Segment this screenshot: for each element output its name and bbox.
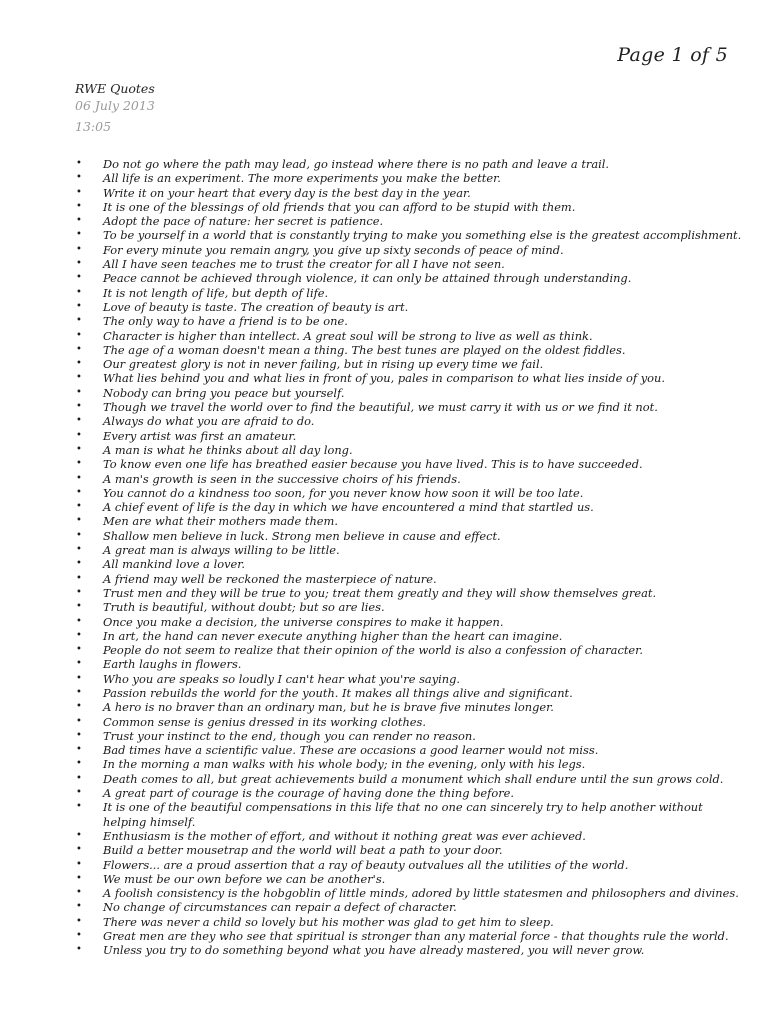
quote-item: • It is one of the blessings of old friends that you can afford to be stupid with them. [0, 200, 768, 214]
quote-item: • In the morning a man walks with his whole body; in the evening, only with his legs. [0, 757, 768, 771]
quote-item: • Death comes to all, but great achievements build a monument which shall endure until the sun grows cold. [0, 772, 768, 786]
quote-item: • All life is an experiment. The more experiments you make the better. [0, 171, 768, 185]
quote-item: • Bad times have a scientific value. These are occasions a good learner would not miss. [0, 743, 768, 757]
quote-item: • Write it on your heart that every day is the best day in the year. [0, 186, 768, 200]
quote-item: • Love of beauty is taste. The creation of beauty is art. [0, 300, 768, 314]
quote-item: • Common sense is genius dressed in its working clothes. [0, 715, 768, 729]
quote-item: • A chief event of life is the day in which we have encountered a mind that startled us. [0, 500, 768, 514]
quote-item: • Great men are they who see that spiritual is stronger than any material force - that thoughts rule the world. [0, 929, 768, 943]
quote-item: • Always do what you are afraid to do. [0, 414, 768, 428]
quote-item: • What lies behind you and what lies in front of you, pales in comparison to what lies inside of you. [0, 371, 768, 385]
quote-item: • Once you make a decision, the universe conspires to make it happen. [0, 615, 768, 629]
quote-item: • Earth laughs in flowers. [0, 657, 768, 671]
quote-item: • For every minute you remain angry, you give up sixty seconds of peace of mind. [0, 243, 768, 257]
quote-item: • The only way to have a friend is to be one. [0, 314, 768, 328]
quote-item: • Flowers... are a proud assertion that a ray of beauty outvalues all the utilities of the world. [0, 858, 768, 872]
quote-item: • To be yourself in a world that is constantly trying to make you something else is the greatest accomplishment. [0, 228, 768, 242]
quote-item: • The age of a woman doesn't mean a thing. The best tunes are played on the oldest fiddles. [0, 343, 768, 357]
quote-item: • Adopt the pace of nature: her secret is patience. [0, 214, 768, 228]
quote-item: • A great part of courage is the courage of having done the thing before. [0, 786, 768, 800]
quote-item: • Passion rebuilds the world for the youth. It makes all things alive and significant. [0, 686, 768, 700]
quote-item: • Build a better mousetrap and the world will beat a path to your door. [0, 843, 768, 857]
quote-item: • Trust men and they will be true to you; treat them greatly and they will show themselves great. [0, 586, 768, 600]
quote-item: • Shallow men believe in luck. Strong men believe in cause and effect. [0, 529, 768, 543]
quote-item: • In art, the hand can never execute anything higher than the heart can imagine. [0, 629, 768, 643]
quote-item: • Trust your instinct to the end, though you can render no reason. [0, 729, 768, 743]
quote-item: • It is not length of life, but depth of life. [0, 286, 768, 300]
quote-item: • Unless you try to do something beyond what you have already mastered, you will never grow. [0, 943, 768, 957]
quote-item: • No change of circumstances can repair a defect of character. [0, 900, 768, 914]
quote-item: • Who you are speaks so loudly I can't hear what you're saying. [0, 672, 768, 686]
page-number: Page 1 of 5 [617, 44, 728, 66]
quote-item: • Peace cannot be achieved through violence, it can only be attained through understanding. [0, 271, 768, 285]
quote-item: • You cannot do a kindness too soon, for you never know how soon it will be too late. [0, 486, 768, 500]
quote-item: • A great man is always willing to be little. [0, 543, 768, 557]
quote-item: • Men are what their mothers made them. [0, 514, 768, 528]
quote-item: • A foolish consistency is the hobgoblin of little minds, adored by little statesmen and philosophers and divines. [0, 886, 768, 900]
note-time: 13:05 [75, 119, 112, 134]
quote-list [0, 157, 768, 958]
quote-item: • A man's growth is seen in the successive choirs of his friends. [0, 472, 768, 486]
quote-item: • Nobody can bring you peace but yourself. [0, 386, 768, 400]
quote-item: • People do not seem to realize that their opinion of the world is also a confession of character. [0, 643, 768, 657]
quote-item: • All mankind love a lover. [0, 557, 768, 571]
quote-item: • Truth is beautiful, without doubt; but so are lies. [0, 600, 768, 614]
quote-item: • A hero is no braver than an ordinary man, but he is brave five minutes longer. [0, 700, 768, 714]
quote-item: • Every artist was first an amateur. [0, 429, 768, 443]
quote-item: • Though we travel the world over to find the beautiful, we must carry it with us or we find it not. [0, 400, 768, 414]
note-header [75, 80, 155, 136]
quote-item: • Do not go where the path may lead, go instead where there is no path and leave a trail. [0, 157, 768, 171]
quote-item: • We must be our own before we can be another's. [0, 872, 768, 886]
quote-item: • A friend may well be reckoned the masterpiece of nature. [0, 572, 768, 586]
note-title: RWE Quotes [75, 81, 155, 96]
quote-item: • To know even one life has breathed easier because you have lived. This is to have succeeded. [0, 457, 768, 471]
quote-item: • Enthusiasm is the mother of effort, and without it nothing great was ever achieved. [0, 829, 768, 843]
quote-item: • Our greatest glory is not in never failing, but in rising up every time we fail. [0, 357, 768, 371]
quote-item: • It is one of the beautiful compensations in this life that no one can sincerely try to help another without helping himself. [0, 800, 753, 829]
note-date: 06 July 2013 [75, 98, 155, 113]
quote-item: • There was never a child so lovely but his mother was glad to get him to sleep. [0, 915, 768, 929]
quote-item: • Character is higher than intellect. A great soul will be strong to live as well as think. [0, 329, 768, 343]
quote-item: • All I have seen teaches me to trust the creator for all I have not seen. [0, 257, 768, 271]
quote-item: • A man is what he thinks about all day long. [0, 443, 768, 457]
